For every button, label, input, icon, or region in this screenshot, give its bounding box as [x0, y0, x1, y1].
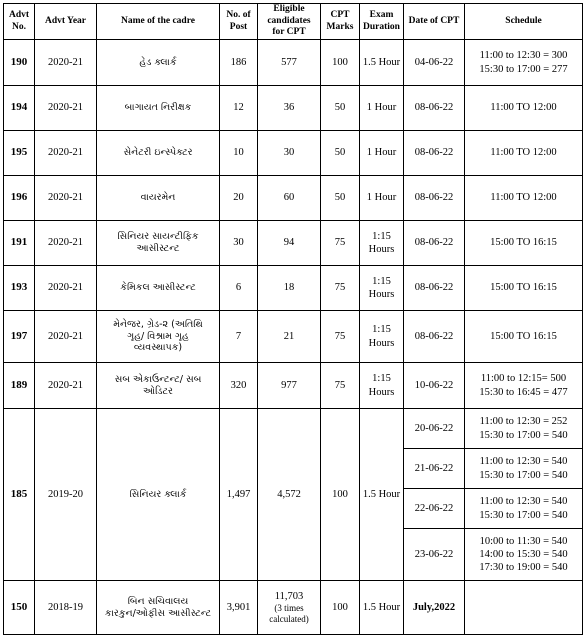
posts-cell: 3,901: [220, 581, 258, 635]
eligible-cell: 11,703 (3 times calculated): [258, 581, 321, 635]
header-posts: No. of Post: [220, 4, 258, 40]
schedule-cell: 11:00 to 12:30 = 540 15:30 to 17:00 = 540: [465, 489, 583, 529]
header-advt-year: Advt Year: [35, 4, 97, 40]
duration-cell: 1.5 Hour: [360, 581, 404, 635]
advt-year-cell: 2020-21: [35, 131, 97, 176]
date-cell: 10-06-22: [404, 363, 465, 409]
eligible-cell: 36: [258, 86, 321, 131]
schedule-cell: 11:00 TO 12:00: [465, 176, 583, 221]
cadre-name-cell: વાયરમેન: [97, 176, 220, 221]
header-duration: Exam Duration: [360, 4, 404, 40]
posts-cell: 320: [220, 363, 258, 409]
advt-year-cell: 2019-20: [35, 409, 97, 581]
header-cpt-marks: CPT Marks: [321, 4, 360, 40]
header-advt-no: Advt No.: [4, 4, 35, 40]
advt-no-cell: 190: [4, 40, 35, 86]
advt-no-cell: 189: [4, 363, 35, 409]
duration-cell: 1 Hour: [360, 131, 404, 176]
table-row: [4, 311, 583, 363]
advt-no-cell: 195: [4, 131, 35, 176]
duration-cell: 1.5 Hour: [360, 409, 404, 581]
duration-cell: 1:15 Hours: [360, 266, 404, 311]
date-cell: 08-06-22: [404, 221, 465, 266]
advt-year-cell: 2020-21: [35, 40, 97, 86]
duration-cell: 1 Hour: [360, 86, 404, 131]
date-cell: 22-06-22: [404, 489, 465, 529]
duration-cell: 1:15 Hours: [360, 221, 404, 266]
table-row: [4, 40, 583, 86]
advt-no-cell: 185: [4, 409, 35, 581]
schedule-cell: 15:00 TO 16:15: [465, 311, 583, 363]
header-row: [4, 4, 583, 40]
advt-no-cell: 196: [4, 176, 35, 221]
advt-year-cell: 2020-21: [35, 176, 97, 221]
schedule-cell: 15:00 TO 16:15: [465, 221, 583, 266]
advt-no-cell: 193: [4, 266, 35, 311]
cpt-marks-cell: 100: [321, 40, 360, 86]
duration-cell: 1:15 Hours: [360, 311, 404, 363]
posts-cell: 7: [220, 311, 258, 363]
cadre-name-cell: સેનેટરી ઇન્સ્પેક્ટર: [97, 131, 220, 176]
eligible-cell: 977: [258, 363, 321, 409]
date-cell: 08-06-22: [404, 266, 465, 311]
schedule-cell: 11:00 TO 12:00: [465, 131, 583, 176]
cadre-name-cell: સિનિયર સાયન્ટીફિક આસીસ્ટન્ટ: [97, 221, 220, 266]
posts-cell: 1,497: [220, 409, 258, 581]
header-date: Date of CPT: [404, 4, 465, 40]
schedule-cell: 11:00 to 12:30 = 300 15:30 to 17:00 = 277: [465, 40, 583, 86]
advt-year-cell: 2020-21: [35, 86, 97, 131]
date-cell: July,2022: [404, 581, 465, 635]
date-cell: 08-06-22: [404, 131, 465, 176]
eligible-cell: 60: [258, 176, 321, 221]
header-schedule: Schedule: [465, 4, 583, 40]
cpt-marks-cell: 50: [321, 176, 360, 221]
table-row: [4, 131, 583, 176]
duration-cell: 1.5 Hour: [360, 40, 404, 86]
table-row: [4, 266, 583, 311]
advt-year-cell: 2018-19: [35, 581, 97, 635]
table-row: [4, 221, 583, 266]
posts-cell: 30: [220, 221, 258, 266]
date-cell: 08-06-22: [404, 86, 465, 131]
schedule-cell: [465, 581, 583, 635]
cadre-name-cell: સિનિયર ક્લાર્ક: [97, 409, 220, 581]
advt-no-cell: 194: [4, 86, 35, 131]
table-row: [4, 86, 583, 131]
cpt-schedule-table: [3, 3, 583, 635]
table-row: [4, 581, 583, 635]
cpt-marks-cell: 50: [321, 86, 360, 131]
cpt-marks-cell: 75: [321, 266, 360, 311]
advt-year-cell: 2020-21: [35, 221, 97, 266]
posts-cell: 6: [220, 266, 258, 311]
table-row: [4, 409, 583, 449]
cadre-name-cell: કેમિકલ આસીસ્ટન્ટ: [97, 266, 220, 311]
date-cell: 20-06-22: [404, 409, 465, 449]
date-cell: 21-06-22: [404, 449, 465, 489]
posts-cell: 186: [220, 40, 258, 86]
cpt-marks-cell: 50: [321, 131, 360, 176]
schedule-cell: 11:00 to 12:30 = 252 15:30 to 17:00 = 540: [465, 409, 583, 449]
date-cell: 08-06-22: [404, 176, 465, 221]
schedule-cell: 10:00 to 11:30 = 540 14:00 to 15:30 = 540 17:30 to 19:00 = 540: [465, 529, 583, 581]
date-cell: 08-06-22: [404, 311, 465, 363]
table-row: [4, 363, 583, 409]
duration-cell: 1 Hour: [360, 176, 404, 221]
cpt-marks-cell: 100: [321, 581, 360, 635]
header-eligible: Eligible candidates for CPT: [258, 4, 321, 40]
schedule-cell: 11:00 to 12:15= 500 15:30 to 16:45 = 477: [465, 363, 583, 409]
advt-year-cell: 2020-21: [35, 311, 97, 363]
advt-year-cell: 2020-21: [35, 363, 97, 409]
header-cadre: Name of the cadre: [97, 4, 220, 40]
advt-no-cell: 150: [4, 581, 35, 635]
date-cell: 04-06-22: [404, 40, 465, 86]
eligible-cell: 21: [258, 311, 321, 363]
table-row: [4, 176, 583, 221]
schedule-cell: 15:00 TO 16:15: [465, 266, 583, 311]
cpt-marks-cell: 100: [321, 409, 360, 581]
cpt-marks-cell: 75: [321, 311, 360, 363]
posts-cell: 10: [220, 131, 258, 176]
advt-no-cell: 191: [4, 221, 35, 266]
duration-cell: 1:15 Hours: [360, 363, 404, 409]
eligible-cell: 577: [258, 40, 321, 86]
date-cell: 23-06-22: [404, 529, 465, 581]
cpt-marks-cell: 75: [321, 363, 360, 409]
cadre-name-cell: હેડ ક્લાર્ક: [97, 40, 220, 86]
schedule-cell: 11:00 to 12:30 = 540 15:30 to 17:00 = 540: [465, 449, 583, 489]
advt-no-cell: 197: [4, 311, 35, 363]
posts-cell: 12: [220, 86, 258, 131]
cadre-name-cell: મેનેજર, ગ્રેડ-૨ (અતિથિ ગૃહ/ વિશ્રામ ગૃહ વ્યવસ્થાપક): [97, 311, 220, 363]
cadre-name-cell: સબ એકાઉન્ટન્ટ/ સબ ઓડિટર: [97, 363, 220, 409]
cpt-marks-cell: 75: [321, 221, 360, 266]
schedule-cell: 11:00 TO 12:00: [465, 86, 583, 131]
eligible-cell: 4,572: [258, 409, 321, 581]
posts-cell: 20: [220, 176, 258, 221]
eligible-cell: 30: [258, 131, 321, 176]
cadre-name-cell: બિન સચિવાલય કારકુન/ઓફીસ આસીસ્ટન્ટ: [97, 581, 220, 635]
eligible-cell: 18: [258, 266, 321, 311]
advt-year-cell: 2020-21: [35, 266, 97, 311]
eligible-cell: 94: [258, 221, 321, 266]
cadre-name-cell: બાગાયત નિરીક્ષક: [97, 86, 220, 131]
